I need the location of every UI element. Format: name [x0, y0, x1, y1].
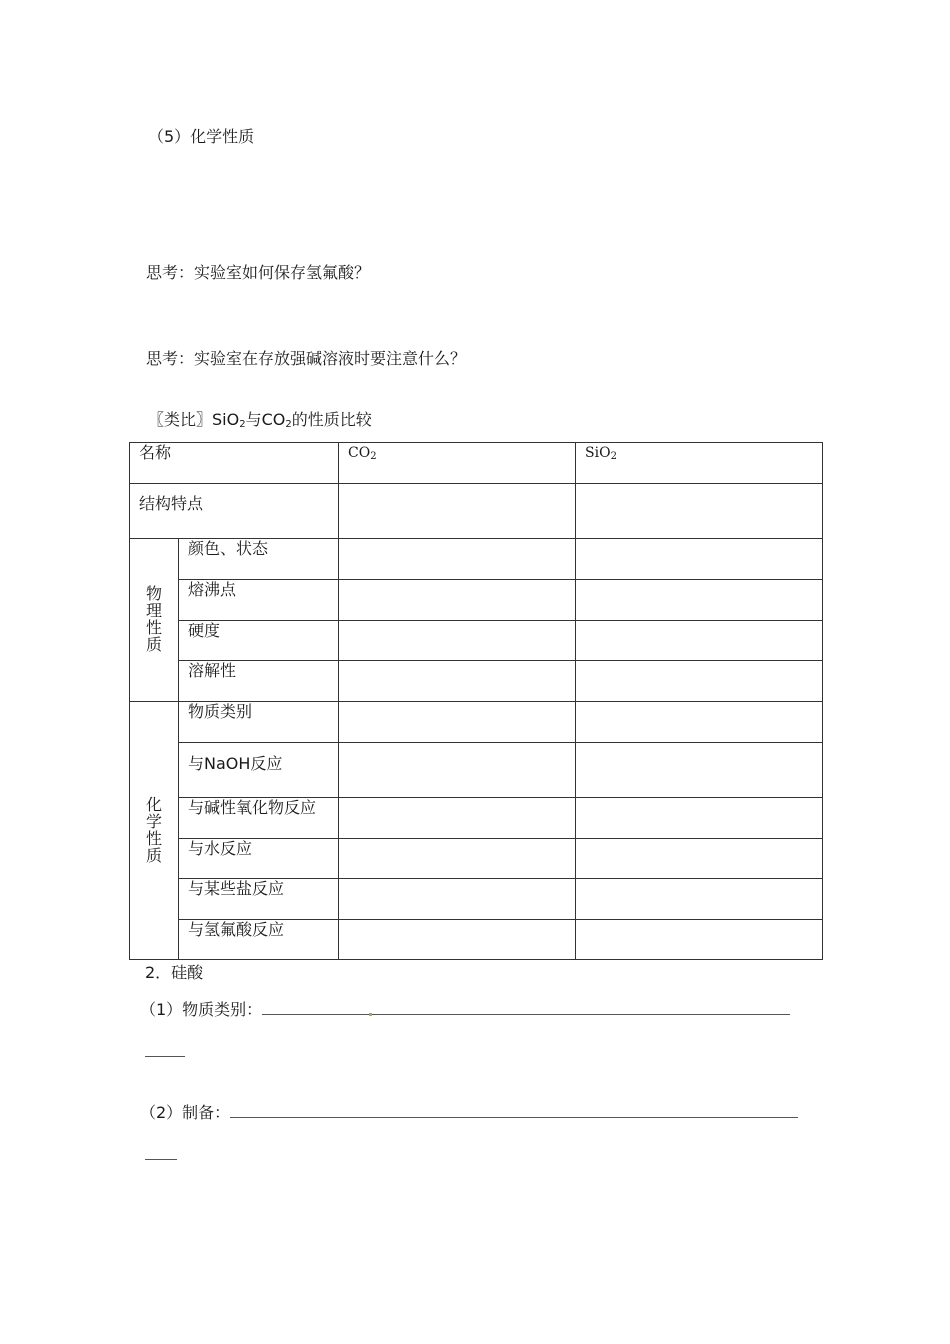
row-label: 与某些盐反应 — [179, 879, 339, 920]
cell-blank — [576, 621, 823, 661]
table-row — [130, 743, 823, 798]
cell-blank — [576, 743, 823, 798]
physical-properties-group: 物理性质 — [130, 539, 179, 702]
answer-blank[interactable] — [230, 1103, 798, 1118]
cell-blank — [576, 879, 823, 920]
cell-blank — [576, 798, 823, 839]
analogy-title: 〖类比〗SiO$_2$与$CO_2$的性质比较 — [148, 410, 372, 430]
cell-blank — [576, 702, 823, 743]
table-row — [130, 702, 823, 743]
cell-blank — [339, 798, 576, 839]
question-strong-base-storage: 思考：实验室在存放强碱溶液时要注意什么？ — [146, 349, 467, 368]
row-label: 与NaOH反应 — [179, 743, 339, 798]
cell-blank — [576, 661, 823, 702]
table-row — [130, 539, 823, 580]
row-label: 与氢氟酸反应 — [179, 920, 339, 960]
header-sio2: SiO$_2$ — [576, 443, 823, 484]
row-structure-label: 结构特点 — [130, 484, 339, 539]
comparison-table — [129, 442, 823, 960]
item-preparation: （2）制备： — [140, 1103, 798, 1123]
heading-chemical-properties: （5）化学性质 — [148, 127, 255, 146]
cell-blank — [339, 743, 576, 798]
row-label: 与水反应 — [179, 839, 339, 879]
item-substance-category: （1）物质类别： — [140, 1000, 790, 1020]
cell-blank — [576, 539, 823, 580]
header-co2: $CO_2$ — [339, 443, 576, 484]
cell-blank — [576, 839, 823, 879]
cell-blank — [339, 661, 576, 702]
cell-blank — [339, 539, 576, 580]
cell-blank — [576, 580, 823, 621]
table-row — [130, 580, 823, 621]
cell-blank — [576, 484, 823, 539]
stray-mark — [369, 1013, 372, 1016]
table-row — [130, 661, 823, 702]
row-label: 颜色、状态 — [179, 539, 339, 580]
row-label: 硬度 — [179, 621, 339, 661]
cell-blank — [339, 879, 576, 920]
table-row — [130, 920, 823, 960]
header-name: 名称 — [130, 443, 339, 484]
row-label: 熔沸点 — [179, 580, 339, 621]
cell-blank — [339, 702, 576, 743]
section-silicic-acid: 2．硅酸 — [145, 963, 204, 982]
cell-blank — [339, 621, 576, 661]
question-hf-storage: 思考：实验室如何保存氢氟酸？ — [146, 263, 371, 282]
row-label: 物质类别 — [179, 702, 339, 743]
answer-blank[interactable] — [262, 1000, 790, 1015]
row-label: 与碱性氧化物反应 — [179, 798, 339, 839]
table-row — [130, 879, 823, 920]
cell-blank — [339, 839, 576, 879]
table-row — [130, 621, 823, 661]
table-row — [130, 484, 823, 539]
cell-blank — [339, 920, 576, 960]
cell-blank — [339, 580, 576, 621]
answer-blank-continuation[interactable] — [145, 1042, 185, 1057]
chemical-properties-group: 化学性质 — [130, 702, 179, 960]
table-row — [130, 839, 823, 879]
table-row — [130, 798, 823, 839]
row-label: 溶解性 — [179, 661, 339, 702]
cell-blank — [576, 920, 823, 960]
cell-blank — [339, 484, 576, 539]
table-header-row — [130, 443, 823, 484]
answer-blank-continuation[interactable] — [145, 1145, 177, 1160]
